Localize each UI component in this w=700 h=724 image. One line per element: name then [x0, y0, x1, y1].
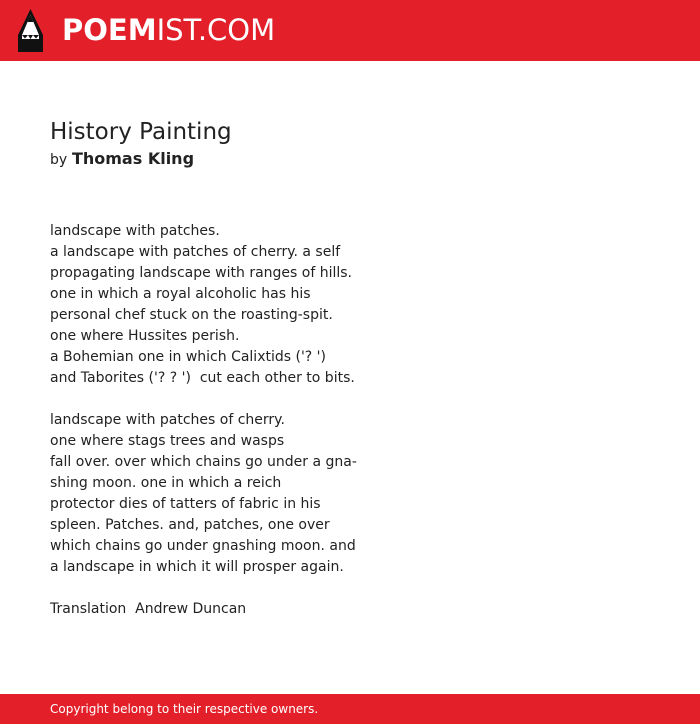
poem-body — [50, 221, 650, 620]
poem-line: which chains go under gnashing moon. and — [50, 538, 356, 554]
translation-line: Translation Andrew Duncan — [50, 601, 247, 617]
poem-line: one where stags trees and wasps — [50, 433, 285, 449]
poem-line: propagating landscape with ranges of hills. — [50, 265, 353, 281]
poem-line: one where Hussites perish. — [50, 328, 240, 344]
poem-line: landscape with patches. — [50, 223, 220, 239]
poem-title: History Painting — [50, 119, 232, 145]
brand-name-light: IST.COM — [156, 13, 276, 47]
stanza — [50, 221, 650, 389]
copyright-notice: Copyright belong to their respective owners. — [50, 702, 319, 716]
brand-name — [62, 9, 275, 52]
site-header — [0, 0, 700, 61]
poem-line: a Bohemian one in which Calixtids ('? ') — [50, 349, 326, 365]
site-footer — [0, 694, 700, 724]
pencil-icon — [18, 9, 43, 52]
stanza — [50, 410, 650, 578]
byline-label: by — [50, 152, 68, 168]
poem-line: protector dies of tatters of fabric in his — [50, 496, 321, 512]
translation-credit — [50, 599, 650, 620]
site-logo[interactable] — [18, 9, 275, 52]
byline — [50, 148, 650, 171]
brand-name-bold: POEM — [62, 13, 157, 47]
poem-line: a landscape with patches of cherry. a self — [50, 244, 341, 260]
poem-line: one in which a royal alcoholic has his — [50, 286, 311, 302]
poem-line: a landscape in which it will prosper again. — [50, 559, 344, 575]
poem-content — [50, 116, 650, 641]
poem-line: shing moon. one in which a reich — [50, 475, 282, 491]
poem-line: personal chef stuck on the roasting-spit. — [50, 307, 333, 323]
author-name[interactable]: Thomas Kling — [71, 149, 195, 168]
poem-line: spleen. Patches. and, patches, one over — [50, 517, 330, 533]
poem-line: landscape with patches of cherry. — [50, 412, 285, 428]
poem-line: fall over. over which chains go under a gna- — [50, 454, 357, 470]
poem-line: and Taborites ('? ? ') cut each other to bits. — [50, 370, 355, 386]
